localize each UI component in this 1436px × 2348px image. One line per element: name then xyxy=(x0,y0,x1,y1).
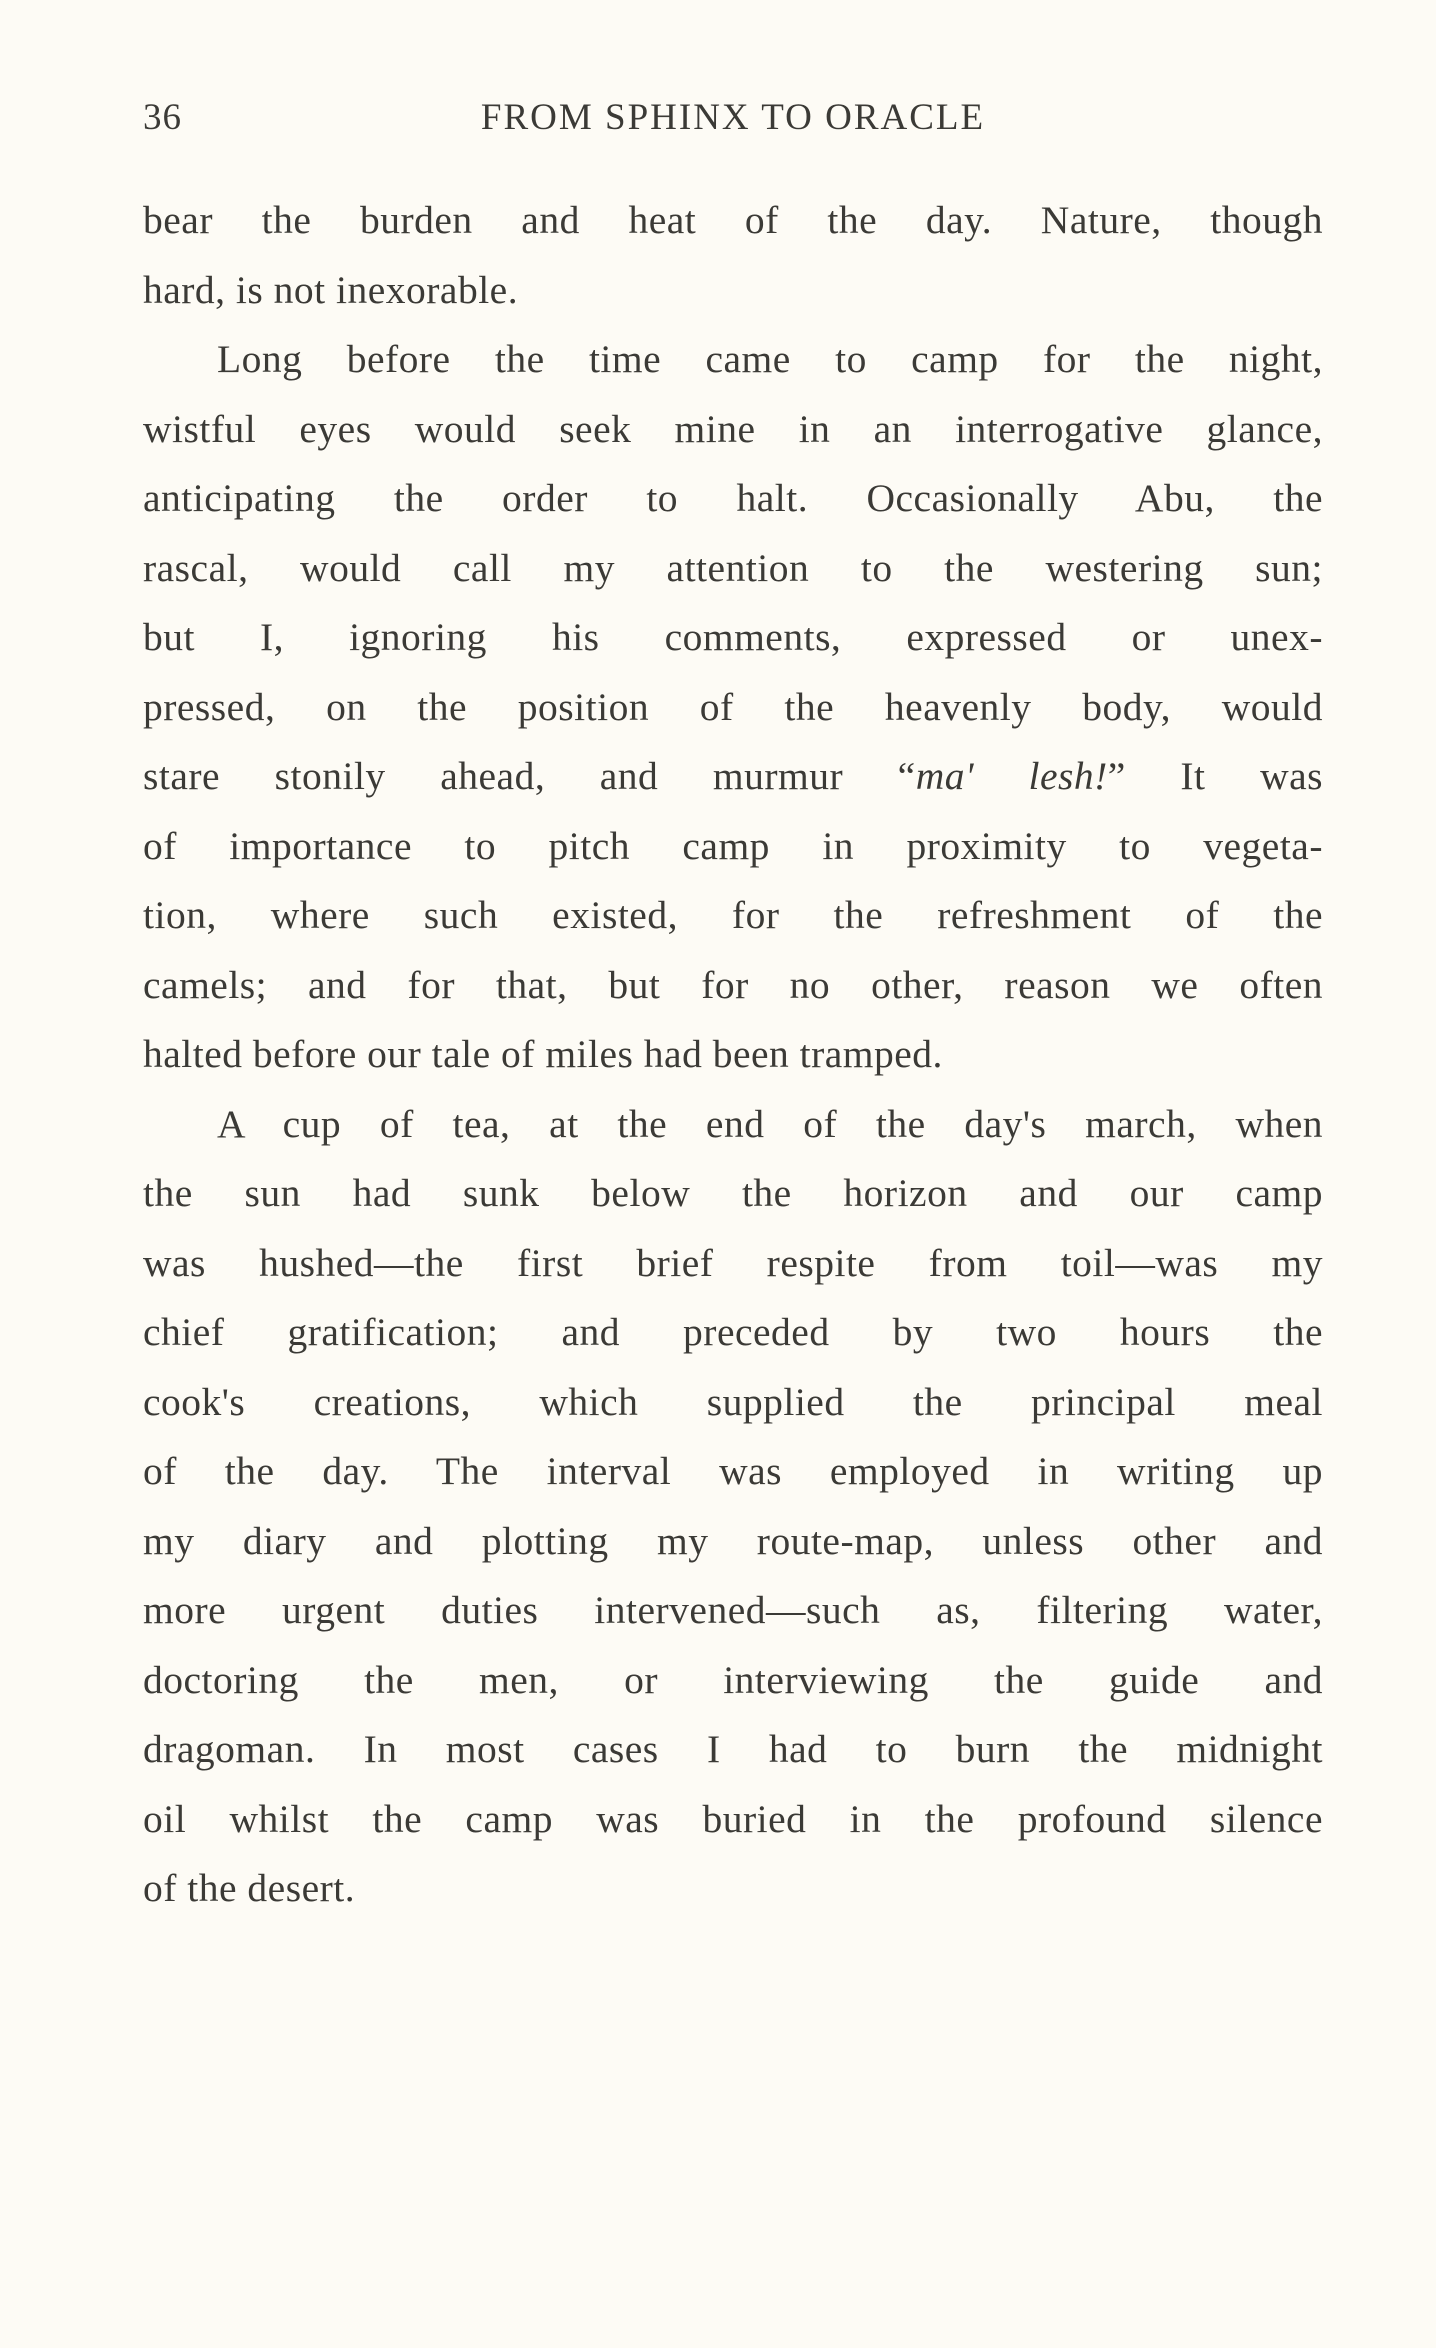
page-number: 36 xyxy=(143,97,182,138)
text-line: wistful eyes would seek mine in an interrogative glance, xyxy=(143,406,1323,451)
text-line: oil whilst the camp was buried in the profound silence xyxy=(143,1796,1323,1841)
text-line-with-quote xyxy=(143,742,1323,812)
quote-mark: ” xyxy=(1107,754,1126,798)
running-head xyxy=(143,96,1323,146)
text-line: halted before our tale of miles had been tramped. xyxy=(143,1032,943,1076)
text-line: tion, where such existed, for the refreshment of the xyxy=(143,893,1323,937)
arabic-quote: ma' lesh! xyxy=(915,754,1108,798)
text-line: doctoring the men, or interviewing the guide and xyxy=(143,1657,1323,1702)
text-line: chief gratification; and preceded by two hours the xyxy=(143,1310,1323,1354)
text-line: of the day. The interval was employed in writing up xyxy=(143,1449,1323,1493)
text-line: of the desert. xyxy=(143,1866,356,1910)
paragraph-first-line: Long before the time came to camp for the night, xyxy=(217,337,1323,381)
running-title: FROM SPHINX TO ORACLE xyxy=(480,97,986,138)
text-line: the sun had sunk below the horizon and our camp xyxy=(143,1171,1323,1215)
body-text xyxy=(143,186,1323,1924)
paragraph-first-line: A cup of tea, at the end of the day's march, when xyxy=(217,1101,1323,1146)
text-line: hard, is not inexorable. xyxy=(143,267,519,312)
text-fragment: stare stonily ahead, and murmur xyxy=(143,754,844,798)
text-line: of importance to pitch camp in proximity to vegeta- xyxy=(143,823,1323,868)
quote-mark: “ xyxy=(897,754,916,798)
text-line: bear the burden and heat of the day. Nature, though xyxy=(143,198,1323,242)
text-fragment: It was xyxy=(1180,754,1324,798)
text-line: anticipating the order to halt. Occasionally Abu, the xyxy=(143,476,1323,520)
text-line: dragoman. In most cases I had to burn the midnight xyxy=(143,1727,1323,1771)
text-line: more urgent duties intervened—such as, filtering water, xyxy=(143,1588,1323,1632)
text-line: pressed, on the position of the heavenly body, would xyxy=(143,684,1323,729)
text-line: was hushed—the first brief respite from toil—was my xyxy=(143,1240,1323,1285)
text-line: camels; and for that, but for no other, reason we often xyxy=(143,962,1323,1007)
text-line: cook's creations, which supplied the principal meal xyxy=(143,1379,1323,1424)
text-line: my diary and plotting my route-map, unless other and xyxy=(143,1518,1323,1563)
text-line: rascal, would call my attention to the westering sun; xyxy=(143,545,1323,590)
text-line: but I, ignoring his comments, expressed or unex- xyxy=(143,615,1323,659)
